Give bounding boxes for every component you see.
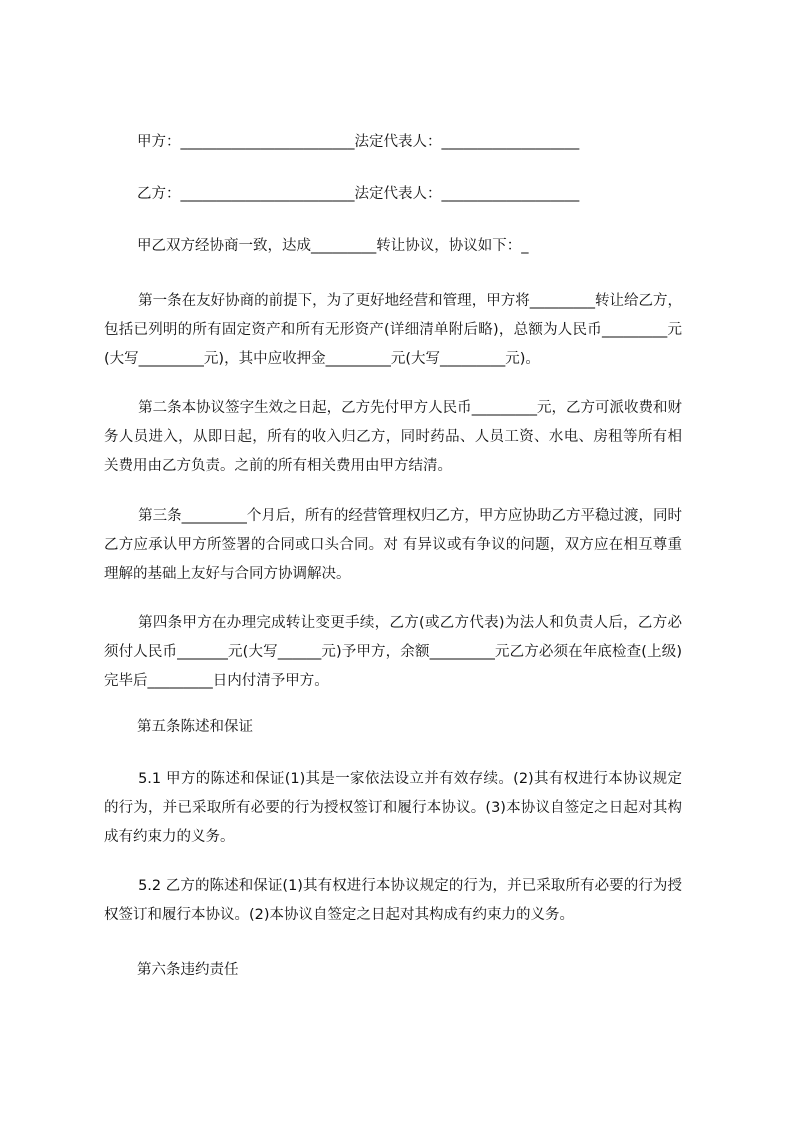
article-1-paragraph: [104, 287, 682, 374]
article-4-paragraph: [104, 609, 682, 696]
section-6-title: 第六条违约责任: [137, 962, 239, 978]
article-1-text: 第一条在友好协商的前提下，为了更好地经营和管理，甲方将_________转让给乙方，包括已列明的所有固定资产和所有无形资产(详细清单附后略)，总额为人民币_________元(大写_________元)，其中应收押金_________元(大写_________元)。: [104, 293, 682, 367]
article-2-paragraph: [104, 394, 682, 481]
section-5-1-paragraph: [104, 765, 682, 852]
section-5-1-text: 5.1 甲方的陈述和保证(1)其是一家依法设立并有效存续。(2)其有权进行本协议规定的行为，并已采取所有必要的行为授权签订和履行本协议。(3)本协议自签定之日起对其构成有约束力的义务。: [104, 771, 682, 845]
section-5-2-paragraph: [104, 872, 682, 930]
article-2-text: 第二条本协议签字生效之日起，乙方先付甲方人民币_________元，乙方可派收费和财务人员进入，从即日起，所有的收入归乙方，同时药品、人员工资、水电、房租等所有相关费用由乙方负责。之前的所有相关费用由甲方结清。: [104, 400, 682, 474]
party-a-line: 甲方：________________________法定代表人：___________________: [137, 134, 580, 150]
party-b-line: 乙方：________________________法定代表人：___________________: [137, 186, 580, 202]
intro-line: 甲乙双方经协商一致，达成_________转让协议，协议如下：_: [137, 238, 529, 254]
article-3-text: 第三条_________个月后，所有的经营管理权归乙方，甲方应协助乙方平稳过渡，同时乙方应承认甲方所签署的合同或口头合同。对 有异议或有争议的问题，双方应在相互尊重理解的基础上友好与合同方协调解决。: [104, 508, 682, 582]
article-3-paragraph: [104, 502, 682, 589]
article-4-text: 第四条甲方在办理完成转让变更手续，乙方(或乙方代表)为法人和负责人后，乙方必须付人民币_______元(大写______元)予甲方，余额_________元乙方必须在年底检查(上级)完毕后_________日内付清予甲方。: [104, 615, 682, 689]
section-5-2-text: 5.2 乙方的陈述和保证(1)其有权进行本协议规定的行为，并已采取所有必要的行为授权签订和履行本协议。(2)本协议自签定之日起对其构成有约束力的义务。: [104, 878, 682, 923]
section-5-title: 第五条陈述和保证: [137, 719, 253, 735]
